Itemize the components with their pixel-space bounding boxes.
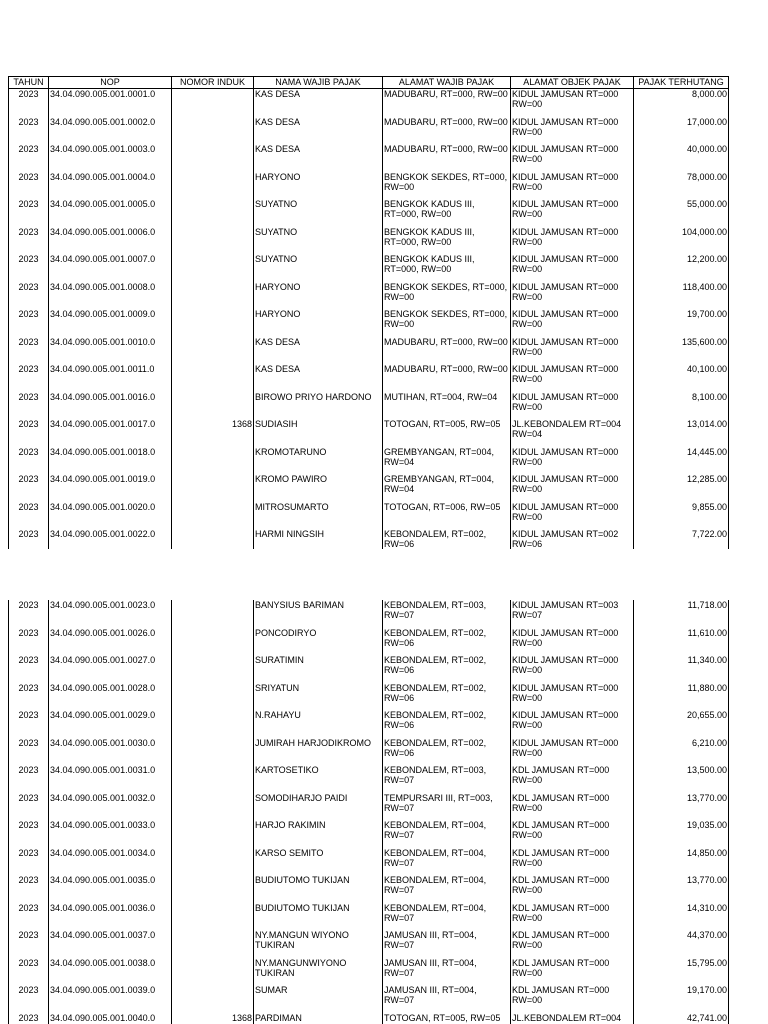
cell-alamat-wajib-pajak: TOTOGAN, RT=006, RW=05	[383, 502, 511, 530]
cell-nop: 34.04.090.005.001.0007.0	[49, 254, 172, 282]
table-row	[9, 628, 729, 656]
cell-nomor-induk	[172, 628, 254, 656]
cell-nop: 34.04.090.005.001.0035.0	[49, 875, 172, 903]
cell-nama-wajib-pajak: SUYATNO	[254, 254, 383, 282]
cell-pajak-terhutang: 44,370.00	[634, 930, 729, 958]
cell-alamat-objek-pajak: KIDUL JAMUSAN RT=000 RW=00	[511, 502, 634, 530]
cell-nama-wajib-pajak: KARTOSETIKO	[254, 765, 383, 793]
cell-nop: 34.04.090.005.001.0002.0	[49, 117, 172, 145]
cell-pajak-terhutang: 11,340.00	[634, 655, 729, 683]
cell-tahun: 2023	[9, 419, 49, 447]
tax-table-page-2	[8, 600, 729, 1024]
cell-nop: 34.04.090.005.001.0022.0	[49, 529, 172, 549]
cell-alamat-objek-pajak: KDL JAMUSAN RT=000 RW=00	[511, 875, 634, 903]
cell-tahun: 2023	[9, 199, 49, 227]
cell-pajak-terhutang: 55,000.00	[634, 199, 729, 227]
cell-nama-wajib-pajak: NY.MANGUN WIYONO TUKIRAN	[254, 930, 383, 958]
table-row	[9, 820, 729, 848]
cell-alamat-objek-pajak: KDL JAMUSAN RT=000 RW=00	[511, 848, 634, 876]
cell-alamat-objek-pajak: KIDUL JAMUSAN RT=000 RW=00	[511, 309, 634, 337]
cell-alamat-objek-pajak: KIDUL JAMUSAN RT=002 RW=06	[511, 529, 634, 549]
cell-pajak-terhutang: 13,770.00	[634, 875, 729, 903]
cell-nop: 34.04.090.005.001.0006.0	[49, 227, 172, 255]
cell-nama-wajib-pajak: JUMIRAH HARJODIKROMO	[254, 738, 383, 766]
cell-tahun: 2023	[9, 765, 49, 793]
cell-nop: 34.04.090.005.001.0027.0	[49, 655, 172, 683]
cell-nop: 34.04.090.005.001.0034.0	[49, 848, 172, 876]
cell-tahun: 2023	[9, 683, 49, 711]
cell-alamat-objek-pajak: KIDUL JAMUSAN RT=000 RW=00	[511, 227, 634, 255]
cell-alamat-wajib-pajak: BENGKOK SEKDES, RT=000, RW=00	[383, 282, 511, 310]
cell-pajak-terhutang: 19,170.00	[634, 985, 729, 1013]
header-alamat-wajib-pajak: ALAMAT WAJIB PAJAK	[383, 77, 511, 89]
cell-alamat-wajib-pajak: KEBONDALEM, RT=002, RW=06	[383, 710, 511, 738]
cell-alamat-objek-pajak: KIDUL JAMUSAN RT=000 RW=00	[511, 628, 634, 656]
cell-pajak-terhutang: 14,445.00	[634, 447, 729, 475]
cell-nomor-induk	[172, 985, 254, 1013]
cell-nomor-induk	[172, 474, 254, 502]
cell-tahun: 2023	[9, 392, 49, 420]
cell-alamat-wajib-pajak: KEBONDALEM, RT=003, RW=07	[383, 600, 511, 628]
cell-pajak-terhutang: 12,285.00	[634, 474, 729, 502]
cell-nop: 34.04.090.005.001.0005.0	[49, 199, 172, 227]
table-row	[9, 227, 729, 255]
tax-table-page-1	[8, 76, 729, 549]
cell-alamat-objek-pajak: KIDUL JAMUSAN RT=000 RW=00	[511, 282, 634, 310]
cell-nop: 34.04.090.005.001.0004.0	[49, 172, 172, 200]
table-row	[9, 337, 729, 365]
cell-nama-wajib-pajak: KAS DESA	[254, 364, 383, 392]
cell-alamat-wajib-pajak: MADUBARU, RT=000, RW=00	[383, 337, 511, 365]
table-row	[9, 447, 729, 475]
cell-alamat-wajib-pajak: TEMPURSARI III, RT=003, RW=07	[383, 793, 511, 821]
cell-tahun: 2023	[9, 227, 49, 255]
header-alamat-objek-pajak: ALAMAT OBJEK PAJAK	[511, 77, 634, 89]
cell-pajak-terhutang: 135,600.00	[634, 337, 729, 365]
cell-pajak-terhutang: 20,655.00	[634, 710, 729, 738]
cell-tahun: 2023	[9, 930, 49, 958]
cell-pajak-terhutang: 40,000.00	[634, 144, 729, 172]
table-row	[9, 117, 729, 145]
cell-nama-wajib-pajak: HARYONO	[254, 309, 383, 337]
cell-nama-wajib-pajak: KARSO SEMITO	[254, 848, 383, 876]
cell-pajak-terhutang: 17,000.00	[634, 117, 729, 145]
cell-nomor-induk	[172, 337, 254, 365]
cell-tahun: 2023	[9, 903, 49, 931]
cell-alamat-objek-pajak: KIDUL JAMUSAN RT=000 RW=00	[511, 364, 634, 392]
table-row	[9, 199, 729, 227]
cell-pajak-terhutang: 11,718.00	[634, 600, 729, 628]
table-row	[9, 848, 729, 876]
cell-nomor-induk	[172, 710, 254, 738]
cell-tahun: 2023	[9, 309, 49, 337]
cell-alamat-wajib-pajak: KEBONDALEM, RT=002, RW=06	[383, 683, 511, 711]
table-row	[9, 529, 729, 549]
cell-alamat-wajib-pajak: TOTOGAN, RT=005, RW=05	[383, 419, 511, 447]
cell-tahun: 2023	[9, 364, 49, 392]
cell-nomor-induk	[172, 765, 254, 793]
table-row	[9, 419, 729, 447]
cell-alamat-wajib-pajak: GREMBYANGAN, RT=004, RW=04	[383, 447, 511, 475]
cell-alamat-objek-pajak: KDL JAMUSAN RT=000 RW=00	[511, 820, 634, 848]
cell-nop: 34.04.090.005.001.0032.0	[49, 793, 172, 821]
cell-pajak-terhutang: 11,610.00	[634, 628, 729, 656]
cell-nop: 34.04.090.005.001.0026.0	[49, 628, 172, 656]
cell-nop: 34.04.090.005.001.0023.0	[49, 600, 172, 628]
cell-nama-wajib-pajak: SOMODIHARJO PAIDI	[254, 793, 383, 821]
cell-nop: 34.04.090.005.001.0040.0	[49, 1013, 172, 1024]
table-row	[9, 930, 729, 958]
table-row	[9, 89, 729, 117]
cell-alamat-wajib-pajak: JAMUSAN III, RT=004, RW=07	[383, 958, 511, 986]
cell-nama-wajib-pajak: KAS DESA	[254, 89, 383, 117]
cell-alamat-objek-pajak: KIDUL JAMUSAN RT=000 RW=00	[511, 337, 634, 365]
cell-alamat-wajib-pajak: KEBONDALEM, RT=002, RW=06	[383, 655, 511, 683]
cell-alamat-objek-pajak: KIDUL JAMUSAN RT=000 RW=00	[511, 144, 634, 172]
cell-nama-wajib-pajak: SUMAR	[254, 985, 383, 1013]
cell-tahun: 2023	[9, 655, 49, 683]
cell-alamat-objek-pajak: KDL JAMUSAN RT=000 RW=00	[511, 985, 634, 1013]
cell-alamat-wajib-pajak: MADUBARU, RT=000, RW=00	[383, 144, 511, 172]
cell-nop: 34.04.090.005.001.0029.0	[49, 710, 172, 738]
cell-alamat-wajib-pajak: BENGKOK KADUS III, RT=000, RW=00	[383, 227, 511, 255]
cell-alamat-wajib-pajak: KEBONDALEM, RT=004, RW=07	[383, 848, 511, 876]
cell-tahun: 2023	[9, 89, 49, 117]
cell-tahun: 2023	[9, 848, 49, 876]
cell-alamat-objek-pajak: KIDUL JAMUSAN RT=000 RW=00	[511, 199, 634, 227]
cell-pajak-terhutang: 19,700.00	[634, 309, 729, 337]
cell-nama-wajib-pajak: HARYONO	[254, 282, 383, 310]
cell-alamat-wajib-pajak: MADUBARU, RT=000, RW=00	[383, 364, 511, 392]
cell-nop: 34.04.090.005.001.0037.0	[49, 930, 172, 958]
cell-nop: 34.04.090.005.001.0019.0	[49, 474, 172, 502]
cell-nomor-induk	[172, 254, 254, 282]
cell-nop: 34.04.090.005.001.0001.0	[49, 89, 172, 117]
cell-nama-wajib-pajak: KAS DESA	[254, 117, 383, 145]
cell-pajak-terhutang: 7,722.00	[634, 529, 729, 549]
cell-tahun: 2023	[9, 254, 49, 282]
table-row	[9, 282, 729, 310]
cell-alamat-objek-pajak: KIDUL JAMUSAN RT=000 RW=00	[511, 683, 634, 711]
cell-nomor-induk	[172, 447, 254, 475]
cell-pajak-terhutang: 15,795.00	[634, 958, 729, 986]
cell-nama-wajib-pajak: KROMO PAWIRO	[254, 474, 383, 502]
cell-alamat-objek-pajak: KIDUL JAMUSAN RT=000 RW=00	[511, 655, 634, 683]
cell-nama-wajib-pajak: KROMOTARUNO	[254, 447, 383, 475]
cell-alamat-wajib-pajak: KEBONDALEM, RT=003, RW=07	[383, 765, 511, 793]
cell-nama-wajib-pajak: SRIYATUN	[254, 683, 383, 711]
cell-tahun: 2023	[9, 820, 49, 848]
cell-nomor-induk	[172, 529, 254, 549]
cell-pajak-terhutang: 14,310.00	[634, 903, 729, 931]
cell-nama-wajib-pajak: BANYSIUS BARIMAN	[254, 600, 383, 628]
cell-nama-wajib-pajak: KAS DESA	[254, 144, 383, 172]
cell-nama-wajib-pajak: HARYONO	[254, 172, 383, 200]
cell-nop: 34.04.090.005.001.0028.0	[49, 683, 172, 711]
cell-pajak-terhutang: 118,400.00	[634, 282, 729, 310]
cell-pajak-terhutang: 8,000.00	[634, 89, 729, 117]
cell-alamat-objek-pajak: JL.KEBONDALEM RT=004	[511, 1013, 634, 1024]
cell-nama-wajib-pajak: SUYATNO	[254, 227, 383, 255]
cell-alamat-objek-pajak: KIDUL JAMUSAN RT=000 RW=00	[511, 738, 634, 766]
cell-nomor-induk	[172, 309, 254, 337]
cell-alamat-objek-pajak: KIDUL JAMUSAN RT=000 RW=00	[511, 447, 634, 475]
cell-nama-wajib-pajak: SURATIMIN	[254, 655, 383, 683]
cell-pajak-terhutang: 40,100.00	[634, 364, 729, 392]
cell-alamat-wajib-pajak: BENGKOK SEKDES, RT=000, RW=00	[383, 172, 511, 200]
table-row	[9, 903, 729, 931]
cell-tahun: 2023	[9, 117, 49, 145]
cell-pajak-terhutang: 13,014.00	[634, 419, 729, 447]
cell-nop: 34.04.090.005.001.0011.0	[49, 364, 172, 392]
cell-tahun: 2023	[9, 875, 49, 903]
cell-tahun: 2023	[9, 474, 49, 502]
cell-pajak-terhutang: 78,000.00	[634, 172, 729, 200]
table-row	[9, 655, 729, 683]
cell-pajak-terhutang: 12,200.00	[634, 254, 729, 282]
cell-nop: 34.04.090.005.001.0030.0	[49, 738, 172, 766]
cell-alamat-objek-pajak: KIDUL JAMUSAN RT=000 RW=00	[511, 89, 634, 117]
cell-tahun: 2023	[9, 958, 49, 986]
table-row	[9, 765, 729, 793]
cell-alamat-objek-pajak: KIDUL JAMUSAN RT=000 RW=00	[511, 474, 634, 502]
cell-pajak-terhutang: 6,210.00	[634, 738, 729, 766]
cell-alamat-wajib-pajak: MADUBARU, RT=000, RW=00	[383, 117, 511, 145]
cell-nomor-induk	[172, 875, 254, 903]
cell-nama-wajib-pajak: HARMI NINGSIH	[254, 529, 383, 549]
cell-alamat-wajib-pajak: JAMUSAN III, RT=004, RW=07	[383, 985, 511, 1013]
cell-alamat-objek-pajak: KIDUL JAMUSAN RT=000 RW=00	[511, 710, 634, 738]
cell-nop: 34.04.090.005.001.0033.0	[49, 820, 172, 848]
cell-nop: 34.04.090.005.001.0016.0	[49, 392, 172, 420]
cell-nop: 34.04.090.005.001.0008.0	[49, 282, 172, 310]
cell-nama-wajib-pajak: BUDIUTOMO TUKIJAN	[254, 903, 383, 931]
cell-alamat-wajib-pajak: JAMUSAN III, RT=004, RW=07	[383, 930, 511, 958]
cell-alamat-wajib-pajak: GREMBYANGAN, RT=004, RW=04	[383, 474, 511, 502]
table-row	[9, 958, 729, 986]
cell-alamat-wajib-pajak: KEBONDALEM, RT=002, RW=06	[383, 628, 511, 656]
cell-pajak-terhutang: 11,880.00	[634, 683, 729, 711]
cell-tahun: 2023	[9, 710, 49, 738]
cell-pajak-terhutang: 9,855.00	[634, 502, 729, 530]
cell-nomor-induk	[172, 958, 254, 986]
table-row	[9, 309, 729, 337]
cell-alamat-objek-pajak: KDL JAMUSAN RT=000 RW=00	[511, 793, 634, 821]
table-row	[9, 254, 729, 282]
cell-pajak-terhutang: 14,850.00	[634, 848, 729, 876]
cell-tahun: 2023	[9, 985, 49, 1013]
table-row	[9, 502, 729, 530]
cell-alamat-wajib-pajak: BENGKOK SEKDES, RT=000, RW=00	[383, 309, 511, 337]
cell-tahun: 2023	[9, 529, 49, 549]
cell-nomor-induk	[172, 144, 254, 172]
cell-nama-wajib-pajak: SUDIASIH	[254, 419, 383, 447]
cell-nomor-induk: 1368	[172, 419, 254, 447]
cell-nomor-induk	[172, 364, 254, 392]
cell-nama-wajib-pajak: BIROWO PRIYO HARDONO	[254, 392, 383, 420]
table-row	[9, 392, 729, 420]
cell-nomor-induk	[172, 227, 254, 255]
cell-tahun: 2023	[9, 172, 49, 200]
cell-nomor-induk	[172, 172, 254, 200]
cell-nop: 34.04.090.005.001.0036.0	[49, 903, 172, 931]
cell-pajak-terhutang: 8,100.00	[634, 392, 729, 420]
cell-nop: 34.04.090.005.001.0009.0	[49, 309, 172, 337]
header-tahun: TAHUN	[9, 77, 49, 89]
cell-alamat-objek-pajak: KDL JAMUSAN RT=000 RW=00	[511, 958, 634, 986]
table-row	[9, 738, 729, 766]
cell-nop: 34.04.090.005.001.0003.0	[49, 144, 172, 172]
cell-nama-wajib-pajak: NY.MANGUNWIYONO TUKIRAN	[254, 958, 383, 986]
cell-tahun: 2023	[9, 628, 49, 656]
header-nop: NOP	[49, 77, 172, 89]
table-row	[9, 875, 729, 903]
table-row	[9, 1013, 729, 1024]
cell-alamat-objek-pajak: KIDUL JAMUSAN RT=000 RW=00	[511, 392, 634, 420]
cell-nama-wajib-pajak: PONCODIRYO	[254, 628, 383, 656]
cell-tahun: 2023	[9, 738, 49, 766]
table-row	[9, 474, 729, 502]
cell-tahun: 2023	[9, 600, 49, 628]
cell-alamat-wajib-pajak: BENGKOK KADUS III, RT=000, RW=00	[383, 254, 511, 282]
cell-tahun: 2023	[9, 1013, 49, 1024]
cell-alamat-wajib-pajak: KEBONDALEM, RT=002, RW=06	[383, 738, 511, 766]
cell-tahun: 2023	[9, 337, 49, 365]
cell-nop: 34.04.090.005.001.0020.0	[49, 502, 172, 530]
cell-alamat-objek-pajak: KIDUL JAMUSAN RT=003 RW=07	[511, 600, 634, 628]
cell-tahun: 2023	[9, 793, 49, 821]
cell-nomor-induk	[172, 738, 254, 766]
cell-nomor-induk	[172, 117, 254, 145]
table-row	[9, 793, 729, 821]
table-row	[9, 364, 729, 392]
cell-nomor-induk	[172, 793, 254, 821]
cell-nomor-induk	[172, 655, 254, 683]
cell-alamat-wajib-pajak: KEBONDALEM, RT=004, RW=07	[383, 903, 511, 931]
table-row	[9, 144, 729, 172]
cell-nomor-induk	[172, 199, 254, 227]
cell-nomor-induk: 1368	[172, 1013, 254, 1024]
cell-tahun: 2023	[9, 282, 49, 310]
cell-nomor-induk	[172, 683, 254, 711]
cell-tahun: 2023	[9, 502, 49, 530]
cell-nomor-induk	[172, 282, 254, 310]
cell-nomor-induk	[172, 903, 254, 931]
cell-nomor-induk	[172, 502, 254, 530]
cell-alamat-wajib-pajak: MADUBARU, RT=000, RW=00	[383, 89, 511, 117]
cell-nop: 34.04.090.005.001.0018.0	[49, 447, 172, 475]
table-row	[9, 710, 729, 738]
cell-alamat-wajib-pajak: KEBONDALEM, RT=004, RW=07	[383, 875, 511, 903]
cell-nomor-induk	[172, 89, 254, 117]
cell-nomor-induk	[172, 392, 254, 420]
cell-nomor-induk	[172, 820, 254, 848]
cell-nama-wajib-pajak: N.RAHAYU	[254, 710, 383, 738]
cell-pajak-terhutang: 42,741.00	[634, 1013, 729, 1024]
cell-nama-wajib-pajak: HARJO RAKIMIN	[254, 820, 383, 848]
cell-alamat-objek-pajak: KDL JAMUSAN RT=000 RW=00	[511, 765, 634, 793]
cell-nop: 34.04.090.005.001.0031.0	[49, 765, 172, 793]
cell-nop: 34.04.090.005.001.0039.0	[49, 985, 172, 1013]
header-row	[9, 77, 729, 89]
cell-nomor-induk	[172, 600, 254, 628]
cell-alamat-objek-pajak: KIDUL JAMUSAN RT=000 RW=00	[511, 254, 634, 282]
cell-alamat-objek-pajak: KIDUL JAMUSAN RT=000 RW=00	[511, 172, 634, 200]
cell-nama-wajib-pajak: MITROSUMARTO	[254, 502, 383, 530]
cell-alamat-wajib-pajak: BENGKOK KADUS III, RT=000, RW=00	[383, 199, 511, 227]
cell-alamat-objek-pajak: KDL JAMUSAN RT=000 RW=00	[511, 903, 634, 931]
cell-pajak-terhutang: 104,000.00	[634, 227, 729, 255]
cell-tahun: 2023	[9, 447, 49, 475]
table-row	[9, 172, 729, 200]
cell-nop: 34.04.090.005.001.0010.0	[49, 337, 172, 365]
table-row	[9, 683, 729, 711]
cell-nop: 34.04.090.005.001.0038.0	[49, 958, 172, 986]
cell-pajak-terhutang: 13,500.00	[634, 765, 729, 793]
cell-alamat-objek-pajak: JL.KEBONDALEM RT=004 RW=04	[511, 419, 634, 447]
cell-alamat-wajib-pajak: MUTIHAN, RT=004, RW=04	[383, 392, 511, 420]
header-pajak-terhutang: PAJAK TERHUTANG	[634, 77, 729, 89]
cell-nama-wajib-pajak: KAS DESA	[254, 337, 383, 365]
cell-tahun: 2023	[9, 144, 49, 172]
cell-nama-wajib-pajak: PARDIMAN	[254, 1013, 383, 1024]
cell-alamat-objek-pajak: KIDUL JAMUSAN RT=000 RW=00	[511, 117, 634, 145]
header-nama-wajib-pajak: NAMA WAJIB PAJAK	[254, 77, 383, 89]
cell-nop: 34.04.090.005.001.0017.0	[49, 419, 172, 447]
cell-alamat-objek-pajak: KDL JAMUSAN RT=000 RW=00	[511, 930, 634, 958]
cell-alamat-wajib-pajak: TOTOGAN, RT=005, RW=05	[383, 1013, 511, 1024]
cell-alamat-wajib-pajak: KEBONDALEM, RT=004, RW=07	[383, 820, 511, 848]
cell-pajak-terhutang: 13,770.00	[634, 793, 729, 821]
cell-nomor-induk	[172, 848, 254, 876]
header-nomor-induk: NOMOR INDUK	[172, 77, 254, 89]
cell-nama-wajib-pajak: BUDIUTOMO TUKIJAN	[254, 875, 383, 903]
cell-pajak-terhutang: 19,035.00	[634, 820, 729, 848]
cell-nama-wajib-pajak: SUYATNO	[254, 199, 383, 227]
cell-alamat-wajib-pajak: KEBONDALEM, RT=002, RW=06	[383, 529, 511, 549]
table-row	[9, 600, 729, 628]
cell-nomor-induk	[172, 930, 254, 958]
table-row	[9, 985, 729, 1013]
